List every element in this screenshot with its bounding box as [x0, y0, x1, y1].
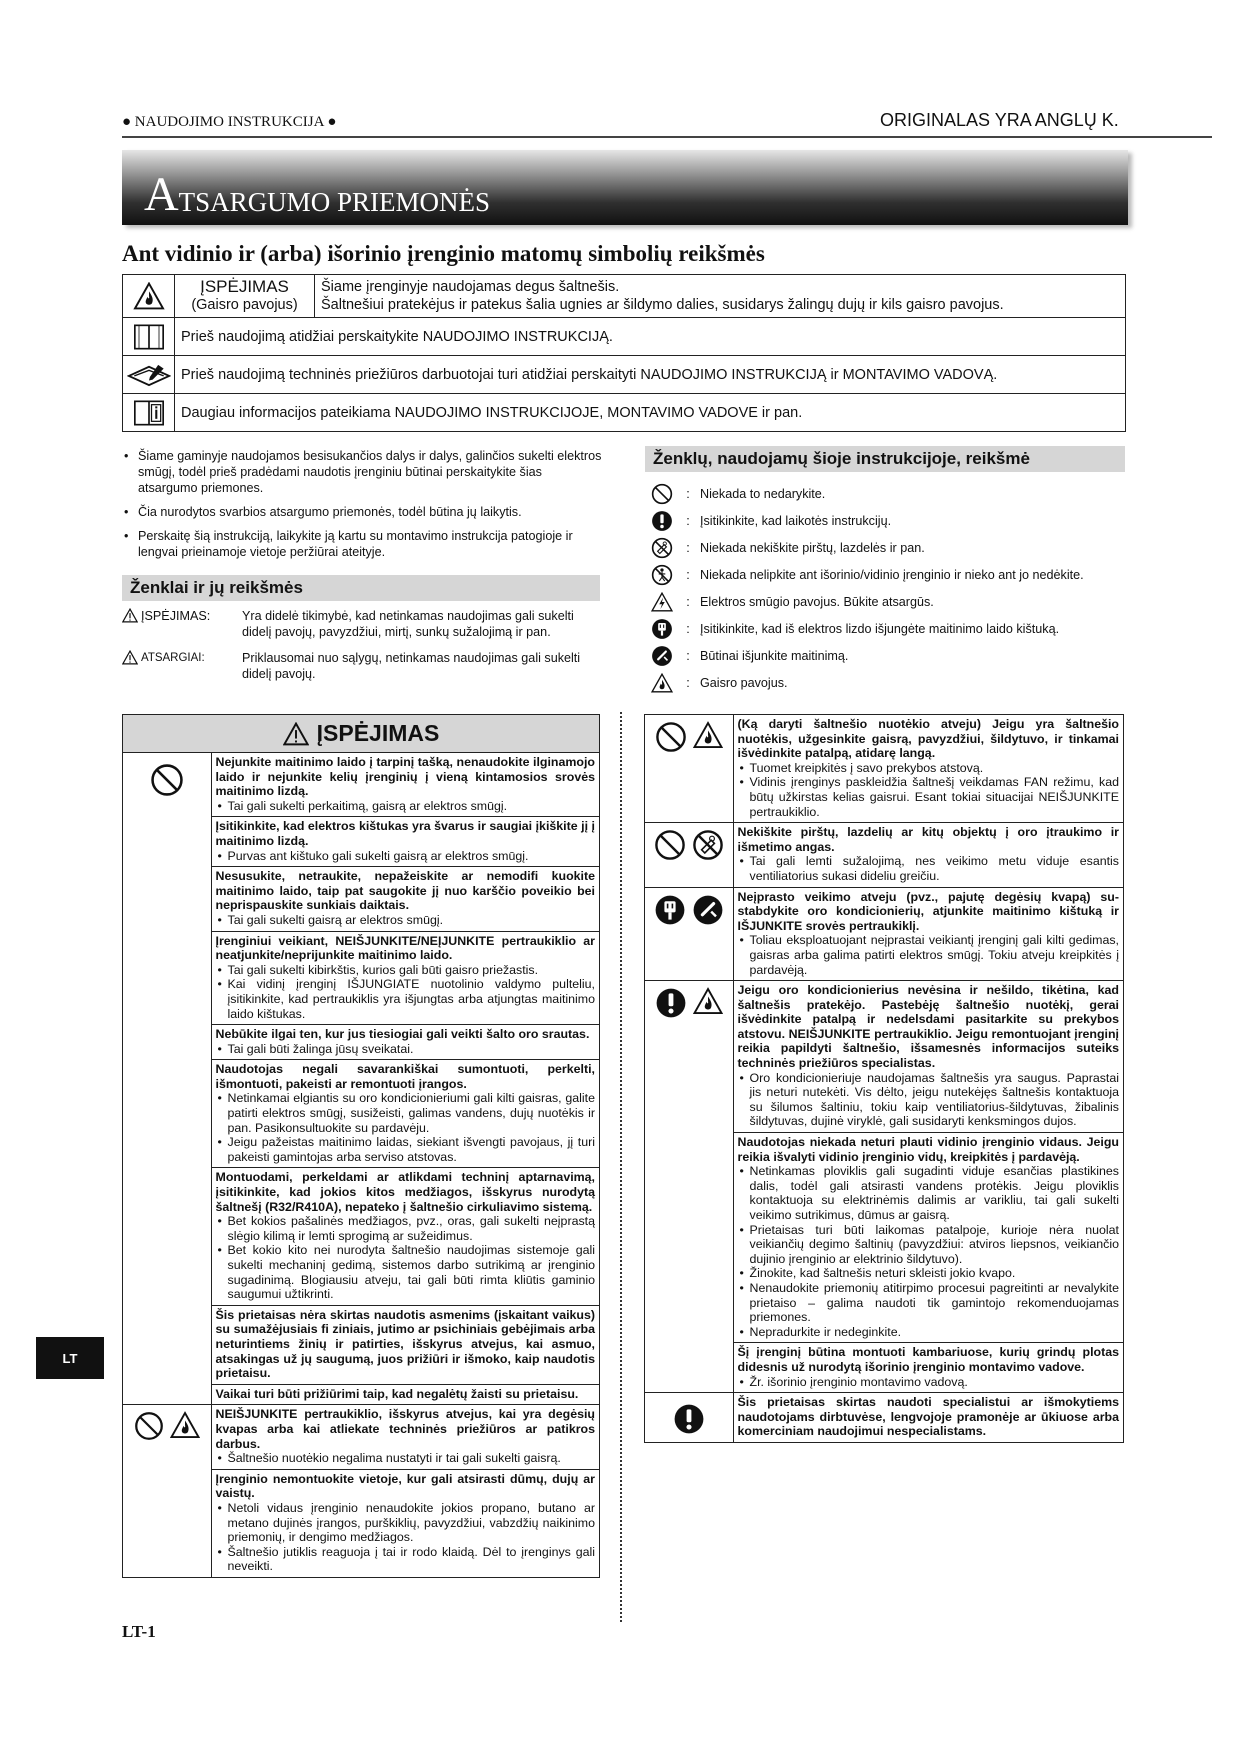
column-divider [620, 712, 622, 1622]
warning-item-bullet: • Šaltnešio jutiklis reaguoja į tai ir rodo klaidą. Dėl to įrenginys gali neveikti. [216, 1545, 596, 1574]
header-rule [122, 136, 1212, 138]
warning-item-bullet: • Prietaisas turi būti laikomas patalpoje, kurioje nėra nuolat veikiančių degimo šaltinių (pavyzdžiui: atviros liepsnos, veikiančio dujinio įrenginio ar elektrinio šildytuvo). [738, 1223, 1120, 1267]
warning-item-heading: Jeigu oro kondicionierius nevėsina ir nešildo, tikėtina, kad šaltnešis pratekėjo. Pastebėję šaltnešio nuotėkį, gerai išvėdinkite patalpą ir nedelsdami pasitarkite su prekybos atstovu. NEIŠJUNKITE pertraukiklio. Jeigu remontuojant įrenginį reikia papildyti šaltnešio, išsamesnės informacijos suteiks techninės priežiūros specialistas. [737, 983, 1119, 1071]
service-manual-icon [123, 356, 175, 394]
warning-item-heading: Naudotojas niekada neturi plauti vidinio įrenginio vidaus. Jeigu reikia išvalyti vidinio įrenginio vidų, kreipkitės į pardavėją. [737, 1135, 1119, 1164]
warning-item-bullet: • Jeigu pažeistas maitinimo laidas, siekiant išvengti pavojaus, jį turi pakeisti gamintojas arba serviso atstovas. [216, 1135, 596, 1164]
sign-caution-text: Priklausomai nuo sąlygų, netinkamas naudojimas gali sukelti didelį pavojų. [242, 651, 581, 681]
warning-item [734, 1343, 1124, 1392]
prohibition-icon [651, 483, 673, 505]
warning-item [734, 888, 1124, 981]
warning-item-heading: Naudotojas negali savarankiškai sumontuoti, perkelti, išmontuoti, pakeisti ar remontuoti įrangos. [215, 1062, 595, 1091]
warning-item [212, 1060, 600, 1168]
warning-item-bullet: • Bet kokios pašalinės medžiagos, pvz., oras, gali sukelti neįprastą slėgio kilimą ir lemti sprogimą ar sužeidimus. [216, 1214, 596, 1243]
prohibition-icon [654, 829, 686, 861]
section-banner [122, 150, 1128, 225]
warning-item [212, 1405, 600, 1469]
prohibition-icon [134, 1411, 164, 1441]
marks-heading: Ženklų, naudojamų šioje instrukcijoje, reikšmė [645, 446, 1125, 472]
fire-warning-label-cell [175, 275, 315, 318]
mark-text: Niekada to nedarykite. [700, 486, 826, 501]
warning-item-bullet: • Žr. išorinio įrenginio montavimo vadovą. [738, 1375, 1120, 1390]
warning-items [211, 1405, 599, 1577]
header-left: ● NAUDOJIMO INSTRUKCIJA ● [122, 114, 337, 130]
banner-initial: A [144, 168, 179, 221]
unplug-icon [654, 894, 686, 926]
language-tab: LT [36, 1337, 104, 1379]
warning-item-heading: Įsitikinkite, kad elektros kištukas yra švarus ir saugiai įkiškite jį į maitinimo lizdą. [215, 819, 595, 848]
warning-item-heading: Nebūkite ilgai ten, kur jus tiesiogiai gali veikti šalto oro srautas. [215, 1027, 590, 1042]
sign-caution-label: ATSARGIAI: [141, 652, 205, 664]
warning-item [212, 753, 600, 817]
warning-item-bullet: • Nepradurkite ir nedeginkite. [738, 1325, 1120, 1340]
mark-row: : Elektros smūgio pavojus. Būkite atsargūs. [648, 588, 1128, 615]
sign-warning-text: Yra didelė tikimybė, kad netinkamas naudojimas gali sukelti didelį pavojų, pavyzdžiui, mirtį, sunkų sužalojimą ir pan. [242, 609, 574, 639]
symbols-row-read-manual: Prieš naudojimą atidžiai perskaitykite NAUDOJIMO INSTRUKCIJĄ. [175, 318, 1126, 356]
mark-text: Niekada nekiškite pirštų, lazdelės ir pan. [700, 540, 925, 555]
warning-item-heading: Šis prietaisas skirtas naudoti specialistui ar išmokytiems naudotojams dirbtuvėse, lengvojoje pramonėje ar ūkiuose arba komerciniam naudojimui nespecialistams. [737, 1395, 1119, 1439]
warning-item-heading: Šis prietaisas nėra skirtas naudotis asmenims (įskaitant vaikus) su sumažėjusiais fi ziniais, jutimo ar psichiniais gebėjimais arba neturintiems žinių ir patirties, išskyrus atvejus, kai asmuo, atsakingas už jų saugumą, juos prižiūri ir išmoko, kaip naudotis prietaisu. [215, 1307, 595, 1381]
warning-item-heading: Nesusukite, netraukite, nepažeiskite ar nemodifi kuokite maitinimo laido, taip pat saugokite jį nuo karščio poveikio bei neprispauskite sunkiais daiktais. [215, 869, 595, 913]
mark-row: : Gaisro pavojus. [648, 669, 1128, 696]
warning-item [734, 823, 1124, 886]
exclamation-icon [651, 510, 673, 532]
warning-item-bullet: • Kai vidinį įrenginį IŠJUNGIATE nuotolinio valdymo pulteliu, įsitikinkite, kad pertraukiklis yra išjungtas arba atjungtas maitinimo laido kištukas. [216, 977, 596, 1021]
warning-item-heading: Šį įrenginį būtina montuoti kambariuose, kurių grindų plotas didesnis už nurodytą išorinio įrenginio montavimo vadove. [737, 1345, 1119, 1374]
warning-item [212, 1168, 600, 1305]
mark-row: : Įsitikinkite, kad iš elektros lizdo išjungėte maitinimo laido kištuką. [648, 615, 1128, 642]
mark-row: : Įsitikinkite, kad laikotės instrukcijų. [648, 507, 1128, 534]
warning-item-bullet: • Tai gali sukelti gaisrą ar elektros smūgį. [216, 913, 596, 928]
warning-item-heading: Įrenginio nemontuokite vietoje, kur gali atsirasti dūmų, dujų ar vaistų. [215, 1471, 595, 1501]
warning-items [733, 823, 1123, 887]
warning-item-bullet: • Netoli vidaus įrenginio nenaudokite jokios propano, butano ar metano dujinės įrangos, purškiklių, pavyzdžiui, vabzdžių naikinimo priemonių, ir dengimo medžiagos. [216, 1501, 596, 1545]
warning-item-heading: Vaikai turi būti prižiūrimi taip, kad negalėtų žaisti su prietaisu. [215, 1386, 579, 1401]
symbols-table [122, 274, 1126, 432]
warning-items [733, 715, 1123, 823]
warning-item-heading: NEIŠJUNKITE pertraukiklio, išskyrus atvejus, kai yra degėsių kvapas arba kai atliekate techninės priežiūros ar patikros darbus. [215, 1407, 595, 1451]
warning-item-bullet: • Vidinis įrenginys paskleidžia šaltnešį veikdamas FAN režimu, kad būtų užkirstas kelias gaisrui. Esant tokiai situacijai NEIŠJUNKITE pertraukiklio. [738, 775, 1120, 819]
warning-item [734, 1393, 1124, 1442]
warning-box-right [644, 714, 1124, 1443]
marks-list [648, 480, 1128, 696]
power-off-icon [651, 645, 673, 667]
fire-hazard-icon [693, 987, 723, 1015]
warning-item-bullet: • Bet kokio kito nei nurodyta šaltnešio naudojimas sistemoje gali sukelti mechaninį gedimą, sistemos darbo sutrikimą ar įrenginio sugadinimą. Blogiausiu atveju, tai gali būti rimta kliūtis gaminio saugumui užtikrinti. [216, 1243, 596, 1301]
page-number: LT-1 [122, 1622, 156, 1641]
no-finger-icon [692, 829, 724, 861]
warning-items [211, 753, 599, 1405]
warning-items [733, 981, 1123, 1393]
exclamation-icon [655, 987, 687, 1019]
exclamation-icon [673, 1403, 705, 1435]
warning-item-bullet: • Tuomet kreipkitės į savo prekybos atstovą. [738, 761, 1120, 776]
warning-item [212, 1385, 600, 1405]
warning-item [212, 817, 600, 867]
fire-hazard-icon [170, 1411, 200, 1439]
mark-row: : Niekada nekiškite pirštų, lazdelės ir pan. [648, 534, 1128, 561]
power-off-icon [692, 894, 724, 926]
warning-item [734, 981, 1124, 1133]
mark-text: Įsitikinkite, kad laikotės instrukcijų. [700, 513, 892, 528]
warning-item-bullet: • Tai gali lemti sužalojimą, nes veikimo metu viduje esantis ventiliatorius sukasi dideliu greičiu. [738, 854, 1120, 883]
sign-caution-row [122, 650, 602, 682]
unplug-icon [651, 618, 673, 640]
warning-items [733, 1393, 1123, 1442]
warning-triangle-icon [122, 608, 138, 623]
sign-warning-label: ĮSPĖJIMAS: [141, 609, 211, 623]
warning-item [212, 1470, 600, 1577]
intro-list [122, 448, 602, 568]
warning-item-heading: Nekiškite pirštų, lazdelių ar kitų objektų į oro įtraukimo ir išmetimo angas. [737, 825, 1119, 854]
warning-item-heading: (Ką daryti šaltnešio nuotėkio atveju) Jeigu yra šaltnešio nuotėkis, užgesinkite gaisrą, pavyzdžiui, šildytuvo, ir tinkamai išvėdinkite patalpą, atidarę langą. [737, 717, 1119, 761]
mark-row: : Niekada to nedarykite. [648, 480, 1128, 507]
warning-item-heading: Montuodami, perkeldami ar atlikdami techninį aptarnavimą, įsitikinkite, kad jokios kitos medžiagos, išskyrus nurodytą šaltnešį (R32/R410A), nepateko į šaltnešio cirkuliavimo sistemą. [215, 1170, 595, 1214]
symbols-title: Ant vidinio ir (arba) išorinio įrenginio matomų simbolių reikšmės [122, 241, 765, 266]
intro-item: • Šiame gaminyje naudojamos besisukančios dalys ir dalys, galinčios sukelti elektros smūgį, todėl prieš pradėdami naudotis įrenginiu būtinai perskaitykite šias atsargumo priemones. [122, 448, 602, 496]
warning-item-bullet: • Žinokite, kad šaltnešis neturi skleisti jokio kvapo. [738, 1266, 1120, 1281]
prohibition-icon [655, 721, 687, 753]
mark-row: : Niekada nelipkite ant išorinio/vidinio įrenginio ir nieko ant jo nedėkite. [648, 561, 1128, 588]
fire-hazard-icon [651, 673, 673, 693]
symbols-row-service: Prieš naudojimą techninės priežiūros darbuotojai turi atidžiai perskaityti NAUDOJIMO INSTRUKCIJĄ ir MONTAVIMO VADOVĄ. [175, 356, 1126, 394]
mark-text: Niekada nelipkite ant išorinio/vidinio įrenginio ir nieko ant jo nedėkite. [700, 567, 1084, 582]
sign-warning-row [122, 608, 602, 640]
warning-item-bullet: • Tai gali sukelti perkaitimą, gaisrą ar elektros smūgį. [216, 799, 596, 814]
info-book-icon [123, 394, 175, 432]
warning-item [212, 1306, 600, 1385]
electric-shock-icon [651, 592, 673, 612]
warning-item-bullet: • Šaltnešio nuotėkio negalima nustatyti ir tai gali sukelti gaisrą. [216, 1451, 596, 1466]
mark-text: Gaisro pavojus. [700, 675, 788, 690]
fire-warning-sub: (Gaisro pavojus) [191, 297, 298, 313]
warning-items [733, 887, 1123, 981]
fire-warning-icon [123, 275, 175, 318]
warning-item-heading: Nejunkite maitinimo laido į tarpinį tašką, nenaudokite ilginamojo laido ir nejunkite kelių įrenginių į vieną kintamosios srovės maitinimo lizdą. [215, 755, 595, 799]
fire-hazard-icon [693, 721, 723, 749]
warning-item-bullet: • Tai gali sukelti kibirkštis, kurios gali būti gaisro priežastis. [216, 963, 596, 978]
intro-item: • Perskaitę šią instrukciją, laikykite ją kartu su montavimo instrukcija patogioje ir lengvai prieinamoje vietoje peržiūrai ateityje. [122, 528, 602, 560]
intro-item: • Čia nurodytos svarbios atsargumo priemonės, todėl būtina jų laikytis. [122, 504, 602, 520]
prohibition-icon [150, 763, 184, 797]
fire-warning-line1: Šiame įrenginyje naudojamas degus šaltnešis. [321, 279, 620, 295]
warning-item-bullet: • Nenaudokite priemonių atitirpimo procesui pagreitinti ar nevalykite prietaiso – galima naudoti tik gamintojo rekomenduojamas priemones. [738, 1281, 1120, 1325]
warning-item-heading: Neįprasto veikimo atveju (pvz., pajutę degėsių kvapą) sustabdykite oro kondicionierių, atjunkite maitinimo kištuką ir IŠJUNKITE srovės pertraukiklį. [737, 889, 1119, 933]
fire-warning-label: ĮSPĖJIMAS [200, 277, 289, 296]
warning-item-heading: Įrenginiui veikiant, NEIŠJUNKITE/NEĮJUNKITE pertraukiklio ar neatjunkite/neprijunkite maitinimo laido. [215, 933, 595, 963]
mark-text: Įsitikinkite, kad iš elektros lizdo išjungėte maitinimo laido kištuką. [700, 621, 1060, 636]
mark-row: : Būtinai išjunkite maitinimą. [648, 642, 1128, 669]
warning-item-bullet: • Tai gali būti žalinga jūsų sveikatai. [216, 1042, 596, 1057]
warning-item-bullet: • Netinkamas ploviklis gali sugadinti viduje esančias plastikines dalis, todėl gali atsirasti vandens protėkis. Jeigu ploviklis kontaktuoja su elektrinėmis dalimis ar varikliu, tai gali sukelti veikimo sutrikimus, dūmus ar gaisrą. [738, 1164, 1120, 1222]
warning-box-left [122, 714, 600, 1578]
banner-title: TSARGUMO PRIEMONĖS [178, 187, 490, 217]
warning-title-bar [123, 715, 599, 753]
symbols-row-info: Daugiau informacijos pateikiama NAUDOJIMO INSTRUKCIJOJE, MONTAVIMO VADOVE ir pan. [175, 394, 1126, 432]
book-icon [123, 318, 175, 356]
mark-text: Būtinai išjunkite maitinimą. [700, 648, 849, 663]
no-climb-icon [651, 564, 673, 586]
warning-title: ĮSPĖJIMAS [316, 720, 440, 746]
warning-item-bullet: • Oro kondicionieriuje naudojamas šaltnešis yra saugus. Paprastai jis neturi nutekėti. Vis dėlto, jeigu nutekėjęs šaltnešis kontaktuoja su šilumos šaltiniu, tokiu kaip ventiliatorius-šildytuvas, žibalinis šildytuvas, dujinė viryklė, gali susidaryti kenksmingos dujos. [738, 1071, 1120, 1129]
warning-item [212, 867, 600, 931]
warning-item [212, 1025, 600, 1060]
fire-warning-text [315, 275, 1126, 318]
warning-item-bullet: • Toliau eksploatuojant neįprastai veikiantį įrenginį gali kilti gedimas, gaisras arba galima patirti elektros smūgį. Tokiu atveju kreipkitės į pardavėją. [738, 933, 1120, 977]
warning-item [212, 932, 600, 1026]
warning-triangle-icon [283, 722, 309, 746]
warning-item-bullet: • Purvas ant kištuko gali sukelti gaisrą ar elektros smūgį. [216, 849, 596, 864]
warning-item [734, 1133, 1124, 1343]
no-finger-icon [651, 537, 673, 559]
warning-item-bullet: • Netinkamai elgiantis su oro kondicionieriumi gali kilti gaisras, galite patirti elektros smūgį, susižeisti, galimas vandens, dujų nuotėkis ir pan. Pasikonsultuokite su pardavėju. [216, 1091, 596, 1135]
caution-triangle-icon [122, 650, 138, 665]
signs-heading: Ženklai ir jų reikšmės [122, 575, 600, 601]
warning-item [734, 715, 1124, 822]
mark-text: Elektros smūgio pavojus. Būkite atsargūs. [700, 594, 934, 609]
header-right: ORIGINALAS YRA ANGLŲ K. [880, 110, 1119, 130]
fire-warning-line2: Šaltnešiui pratekėjus ir patekus šalia ugnies ar šildymo dalies, susidarys žalingų dujų ir kils gaisro pavojus. [321, 297, 1004, 313]
